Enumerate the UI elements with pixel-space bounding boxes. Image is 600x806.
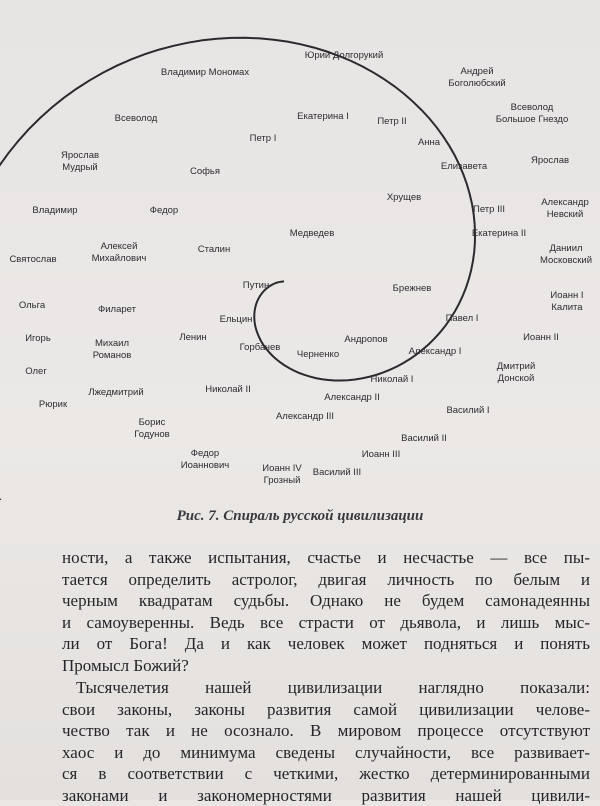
ruler-label-yuri-dolgoruky bbox=[305, 50, 384, 61]
ruler-label-line: Ленин bbox=[179, 332, 206, 343]
ruler-label-aleksandr-nevsky bbox=[541, 197, 589, 220]
ruler-label-nikolay-i bbox=[371, 374, 414, 385]
ruler-label-nikolay-ii bbox=[205, 384, 251, 395]
ruler-label-line: Екатерина II bbox=[472, 228, 526, 239]
ruler-label-ekaterina-ii bbox=[472, 228, 526, 239]
ruler-label-ivan-i-kalita bbox=[550, 290, 583, 313]
ruler-label-daniil-moskovsky bbox=[540, 243, 592, 266]
ruler-label-dmitry-donskoy bbox=[497, 361, 536, 384]
ruler-label-line: Ельцин bbox=[220, 314, 253, 325]
ruler-label-line: Игорь bbox=[25, 333, 51, 344]
text-line: чество так и не осознало. В мировом процессе отсутствуют bbox=[62, 720, 590, 742]
ruler-label-line: Брежнев bbox=[393, 283, 432, 294]
ruler-label-line: Сталин bbox=[198, 244, 231, 255]
ruler-label-line: Александр III bbox=[276, 411, 334, 422]
ruler-labels bbox=[9, 50, 592, 486]
ruler-label-yaroslav-mudry bbox=[61, 150, 99, 173]
text-line: законами и закономерностями развития нашей цивили- bbox=[62, 785, 590, 806]
text-line: и самоуверенны. Ведь все страсти от дьявола, и лишь мыс- bbox=[62, 612, 590, 634]
ruler-label-petr-i bbox=[250, 133, 277, 144]
ruler-label-line: Федор bbox=[150, 205, 178, 216]
ruler-label-lenin bbox=[179, 332, 206, 343]
ruler-label-line: Большое Гнездо bbox=[496, 114, 569, 125]
paragraph-1 bbox=[62, 547, 590, 676]
ruler-label-line: Владимир bbox=[32, 205, 77, 216]
ruler-label-line: Владимир Мономах bbox=[161, 67, 249, 78]
ruler-label-elizaveta bbox=[441, 161, 488, 172]
ruler-label-olga bbox=[19, 300, 46, 311]
ruler-label-vsevolod bbox=[115, 113, 158, 124]
ruler-label-vasily-i bbox=[446, 405, 489, 416]
ruler-label-line: Боголюбский bbox=[448, 78, 505, 89]
ruler-label-line: Василий I bbox=[446, 405, 489, 416]
ruler-label-line: Павел I bbox=[446, 313, 479, 324]
ruler-label-yeltsin bbox=[220, 314, 253, 325]
ruler-label-line: Андрей bbox=[461, 66, 494, 77]
ruler-label-line: Борис bbox=[139, 417, 166, 428]
ruler-label-fedor-ioannovich bbox=[181, 448, 230, 471]
ruler-label-oleg bbox=[25, 366, 47, 377]
ruler-label-line: Николай I bbox=[371, 374, 414, 385]
text-line: ли от Бога! Да и как человек может подняться и понять bbox=[62, 633, 590, 655]
ruler-label-line: Алексей bbox=[101, 241, 138, 252]
ruler-label-line: Ярослав bbox=[531, 155, 569, 166]
ruler-label-andropov bbox=[344, 334, 387, 345]
ruler-label-line: Елизавета bbox=[441, 161, 488, 172]
ruler-label-line: Калита bbox=[551, 302, 583, 313]
ruler-label-putin bbox=[243, 280, 269, 291]
ruler-label-aleksey-mikhaylovich bbox=[92, 241, 147, 264]
ruler-label-line: Горбачев bbox=[240, 342, 281, 353]
ruler-label-mikhail-romanov bbox=[93, 338, 132, 361]
ruler-label-line: Василий II bbox=[401, 433, 447, 444]
text-line: свои законы, законы развития самой цивилизации челове- bbox=[62, 699, 590, 721]
ruler-label-line: Мудрый bbox=[62, 162, 97, 173]
ruler-label-line: Федор bbox=[191, 448, 219, 459]
ruler-label-pavel-i bbox=[446, 313, 479, 324]
ruler-label-sofya bbox=[190, 166, 220, 177]
ruler-label-line: Александр II bbox=[324, 392, 379, 403]
ruler-label-ivan-iii bbox=[362, 449, 400, 460]
ruler-label-line: Олег bbox=[25, 366, 47, 377]
ruler-label-line: Александр I bbox=[409, 346, 462, 357]
ruler-label-line: Хрущев bbox=[387, 192, 421, 203]
ruler-label-vladimir-monomakh bbox=[161, 67, 249, 78]
ruler-label-svyatoslav bbox=[9, 254, 56, 265]
ruler-label-line: Андропов bbox=[344, 334, 387, 345]
text-line: тается определить астролог, двигая личность по белым и bbox=[62, 569, 590, 591]
ruler-label-vasily-iii bbox=[313, 467, 361, 478]
text-line: ся в соответствии с четкими, жестко детерминированными bbox=[62, 763, 590, 785]
ruler-label-gorbachev bbox=[240, 342, 281, 353]
ruler-label-line: Даниил bbox=[549, 243, 582, 254]
ruler-label-line: Филарет bbox=[98, 304, 137, 315]
ruler-label-fedor bbox=[150, 205, 178, 216]
ruler-label-line: Михайлович bbox=[92, 253, 147, 264]
ruler-label-ivan-iv-grozny bbox=[262, 463, 302, 486]
ruler-label-line: Годунов bbox=[134, 429, 169, 440]
ruler-label-line: Святослав bbox=[9, 254, 56, 265]
ruler-label-khrushchev bbox=[387, 192, 421, 203]
ruler-label-yaroslav bbox=[531, 155, 569, 166]
ruler-label-line: Петр II bbox=[377, 116, 406, 127]
ruler-label-line: Софья bbox=[190, 166, 220, 177]
ruler-label-brezhnev bbox=[393, 283, 432, 294]
text-line: ности, а также испытания, счастье и несчастье — все пы- bbox=[62, 547, 590, 569]
ruler-label-line: Иоанн I bbox=[550, 290, 583, 301]
ruler-label-line: Невский bbox=[547, 209, 584, 220]
ruler-label-line: Михаил bbox=[95, 338, 129, 349]
ruler-label-chernenko bbox=[297, 349, 339, 360]
ruler-label-line: Черненко bbox=[297, 349, 339, 360]
paragraph-2 bbox=[62, 677, 590, 806]
ruler-label-line: Всеволод bbox=[115, 113, 158, 124]
ruler-label-line: Медведев bbox=[290, 228, 335, 239]
ruler-label-line: Московский bbox=[540, 255, 592, 266]
figure-caption: Рис. 7. Спираль русской цивилизации bbox=[0, 508, 600, 525]
text-line: черным квадратам судьбы. Однако не будем самонадеянны bbox=[62, 590, 590, 612]
ruler-label-line: Василий III bbox=[313, 467, 361, 478]
ruler-label-aleksandr-i bbox=[409, 346, 462, 357]
ruler-label-line: Екатерина I bbox=[297, 111, 349, 122]
ruler-label-vasily-ii bbox=[401, 433, 447, 444]
text-line: хаос и до минимума сведены случайности, все развивает- bbox=[62, 742, 590, 764]
ruler-label-line: Лжедмитрий bbox=[88, 387, 143, 398]
text-line: Тысячелетия нашей цивилизации наглядно показали: bbox=[62, 677, 590, 699]
body-text bbox=[62, 547, 590, 806]
ruler-label-rurik bbox=[39, 399, 68, 410]
ruler-label-line: Иоаннович bbox=[181, 460, 230, 471]
ruler-label-line: Иоанн III bbox=[362, 449, 400, 460]
ruler-label-filaret bbox=[98, 304, 137, 315]
ruler-label-ekaterina-i bbox=[297, 111, 349, 122]
ruler-label-aleksandr-iii bbox=[276, 411, 334, 422]
ruler-label-petr-ii bbox=[377, 116, 406, 127]
ruler-label-aleksandr-ii bbox=[324, 392, 379, 403]
ruler-label-line: Дмитрий bbox=[497, 361, 536, 372]
ruler-label-line: Иоанн II bbox=[523, 332, 559, 343]
ruler-label-petr-iii bbox=[473, 204, 505, 215]
ruler-label-vsevolod-bolshoe-gnezdo bbox=[496, 102, 569, 125]
ruler-label-line: Петр I bbox=[250, 133, 277, 144]
ruler-label-anna bbox=[418, 137, 441, 148]
ruler-label-stalin bbox=[198, 244, 231, 255]
ruler-label-andrey-bogolyubsky bbox=[448, 66, 505, 89]
ruler-label-line: Рюрик bbox=[39, 399, 68, 410]
ruler-label-ivan-ii bbox=[523, 332, 559, 343]
ruler-label-line: Всеволод bbox=[511, 102, 554, 113]
ruler-label-line: Романов bbox=[93, 350, 132, 361]
ruler-label-boris-godunov bbox=[134, 417, 169, 440]
ruler-label-line: Петр III bbox=[473, 204, 505, 215]
ruler-label-line: Грозный bbox=[264, 475, 301, 486]
ruler-label-line: Путин bbox=[243, 280, 269, 291]
ruler-label-medvedev bbox=[290, 228, 335, 239]
ruler-label-igor bbox=[25, 333, 51, 344]
ruler-label-line: Ольга bbox=[19, 300, 46, 311]
ruler-label-line: Александр bbox=[541, 197, 589, 208]
ruler-label-vladimir bbox=[32, 205, 77, 216]
ruler-label-line: Донской bbox=[498, 373, 535, 384]
ruler-label-line: Николай II bbox=[205, 384, 251, 395]
ruler-label-line: Юрий Долгорукий bbox=[305, 50, 384, 61]
ruler-label-line: Анна bbox=[418, 137, 441, 148]
ruler-label-line: Иоанн IV bbox=[262, 463, 302, 474]
text-line: Промысл Божий? bbox=[62, 655, 590, 677]
ruler-label-line: Ярослав bbox=[61, 150, 99, 161]
ruler-label-lzhedmitry bbox=[88, 387, 143, 398]
